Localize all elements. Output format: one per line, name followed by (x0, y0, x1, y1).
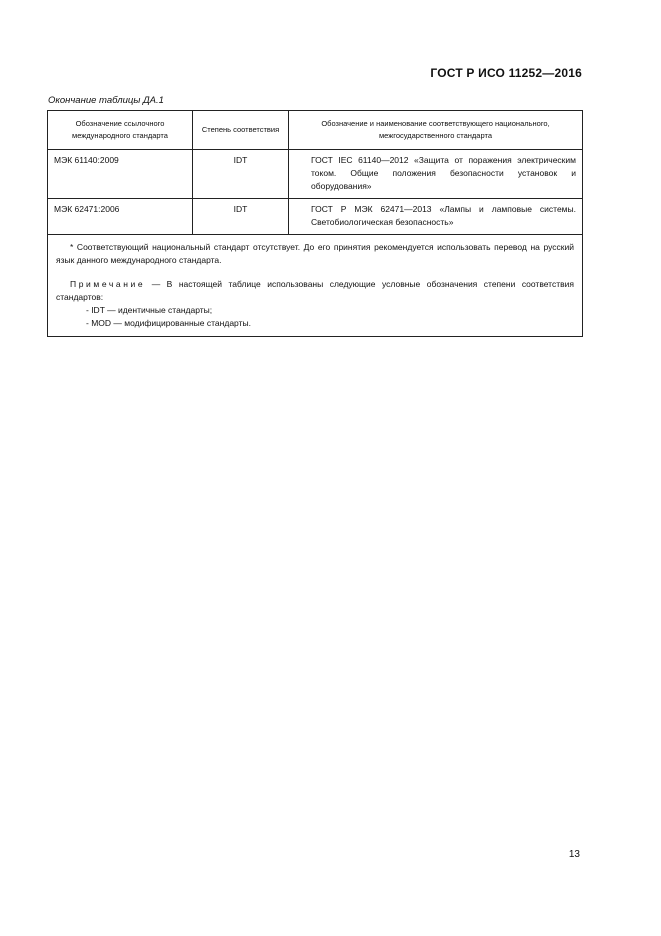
table-notes-row (48, 235, 583, 337)
column-header-national: Обозначение и наименование соответствующего национального, межгосударственного стандарта (289, 111, 583, 150)
note-item-idt: - IDT — идентичные стандарты; (86, 305, 213, 315)
table (47, 110, 583, 337)
note-item-mod: - MOD — модифицированные стандарты. (86, 318, 251, 328)
note-text: — В настоящей таблице использованы следующие условные обозначения степени соответствия стандартов: (56, 279, 574, 302)
note-label: Примечание (70, 279, 146, 289)
table-row (48, 150, 583, 199)
table-caption: Окончание таблицы ДА.1 (48, 95, 164, 106)
footnote: * Соответствующий национальный стандарт отсутствует. До его принятия рекомендуется использовать перевод на русский язык данного международного стандарта. (56, 242, 574, 265)
table-row (48, 199, 583, 235)
page-number: 13 (568, 849, 580, 860)
note (56, 278, 574, 304)
document-code: ГОСТ Р ИСО 11252—2016 (430, 66, 582, 80)
column-header-degree: Степень соответствия (193, 111, 289, 150)
cell-international-standard: МЭК 61140:2009 (48, 150, 193, 199)
cell-national-standard: ГОСТ IEC 61140—2012 «Защита от поражения электрическим током. Общие положения безопасности установок и оборудования» (289, 150, 583, 199)
standards-table (47, 110, 583, 337)
table-header-row (48, 111, 583, 150)
cell-international-standard: МЭК 62471:2006 (48, 199, 193, 235)
cell-degree: IDT (193, 150, 289, 199)
column-header-international: Обозначение ссылочного международного стандарта (48, 111, 193, 150)
notes-cell (48, 235, 583, 337)
cell-degree: IDT (193, 199, 289, 235)
cell-national-standard: ГОСТ Р МЭК 62471—2013 «Лампы и ламповые системы. Светобиологическая безопасность» (289, 199, 583, 235)
